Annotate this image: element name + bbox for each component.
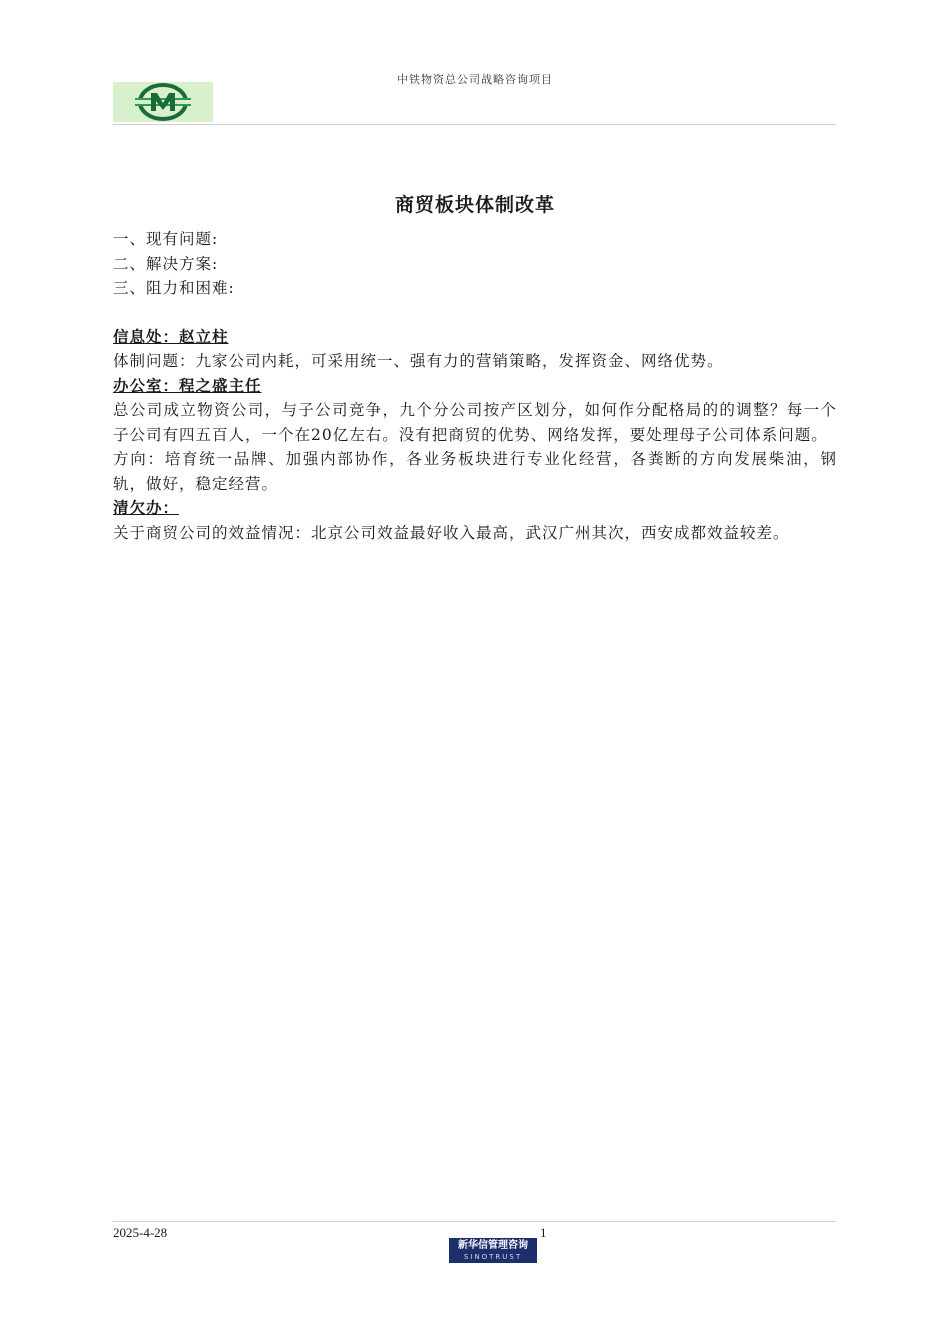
outline-item: 三、阻力和困难: [113, 279, 235, 297]
company-m-logo-icon [113, 82, 213, 122]
spacer [113, 301, 837, 325]
outline-item: 二、解决方案: [113, 254, 219, 273]
outline-item: 一、现有问题: [113, 230, 219, 248]
sinotrust-logo-en: SINOTRUST [463, 1253, 523, 1261]
section-heading-info-office: 信息处：赵立柱 [113, 326, 229, 346]
header-divider [113, 124, 836, 125]
section-paragraph: 体制问题：九家公司内耗，可采用统一、强有力的营销策略，发挥资金、网络优势。 [113, 352, 724, 370]
section-heading-general-office: 办公室：程之盛主任 [113, 375, 262, 395]
sinotrust-logo [449, 1238, 537, 1263]
section-paragraph: 方向：培育统一品牌、加强内部协作，各业务板块进行专业化经营，各粪断的方向发展柴油，钢轨，做好，稳定经营。 [113, 450, 837, 493]
footer-date: 2025-4-28 [113, 1225, 168, 1240]
document-body [113, 227, 837, 545]
section-paragraph: 总公司成立物资公司，与子公司竞争，九个分公司按产区划分，如何作分配格局的的调整？每一个子公司有四五百人，一个在20亿左右。没有把商贸的优势、网络发挥，要处理母子公司体系问题。 [113, 401, 837, 444]
document-title: 商贸板块体制改革 [394, 194, 555, 216]
footer-divider [113, 1221, 836, 1222]
page-number: 1 [540, 1225, 547, 1240]
section-paragraph: 关于商贸公司的效益情况：北京公司效益最好收入最高，武汉广州其次，西安成都效益较差。 [113, 523, 790, 542]
section-heading-debt-office: 清欠办： [113, 498, 180, 517]
sinotrust-logo-cn: 新华信管理咨询 [458, 1240, 528, 1251]
header-title: 中铁物资总公司战略咨询项目 [397, 73, 553, 86]
company-logo [113, 82, 213, 122]
